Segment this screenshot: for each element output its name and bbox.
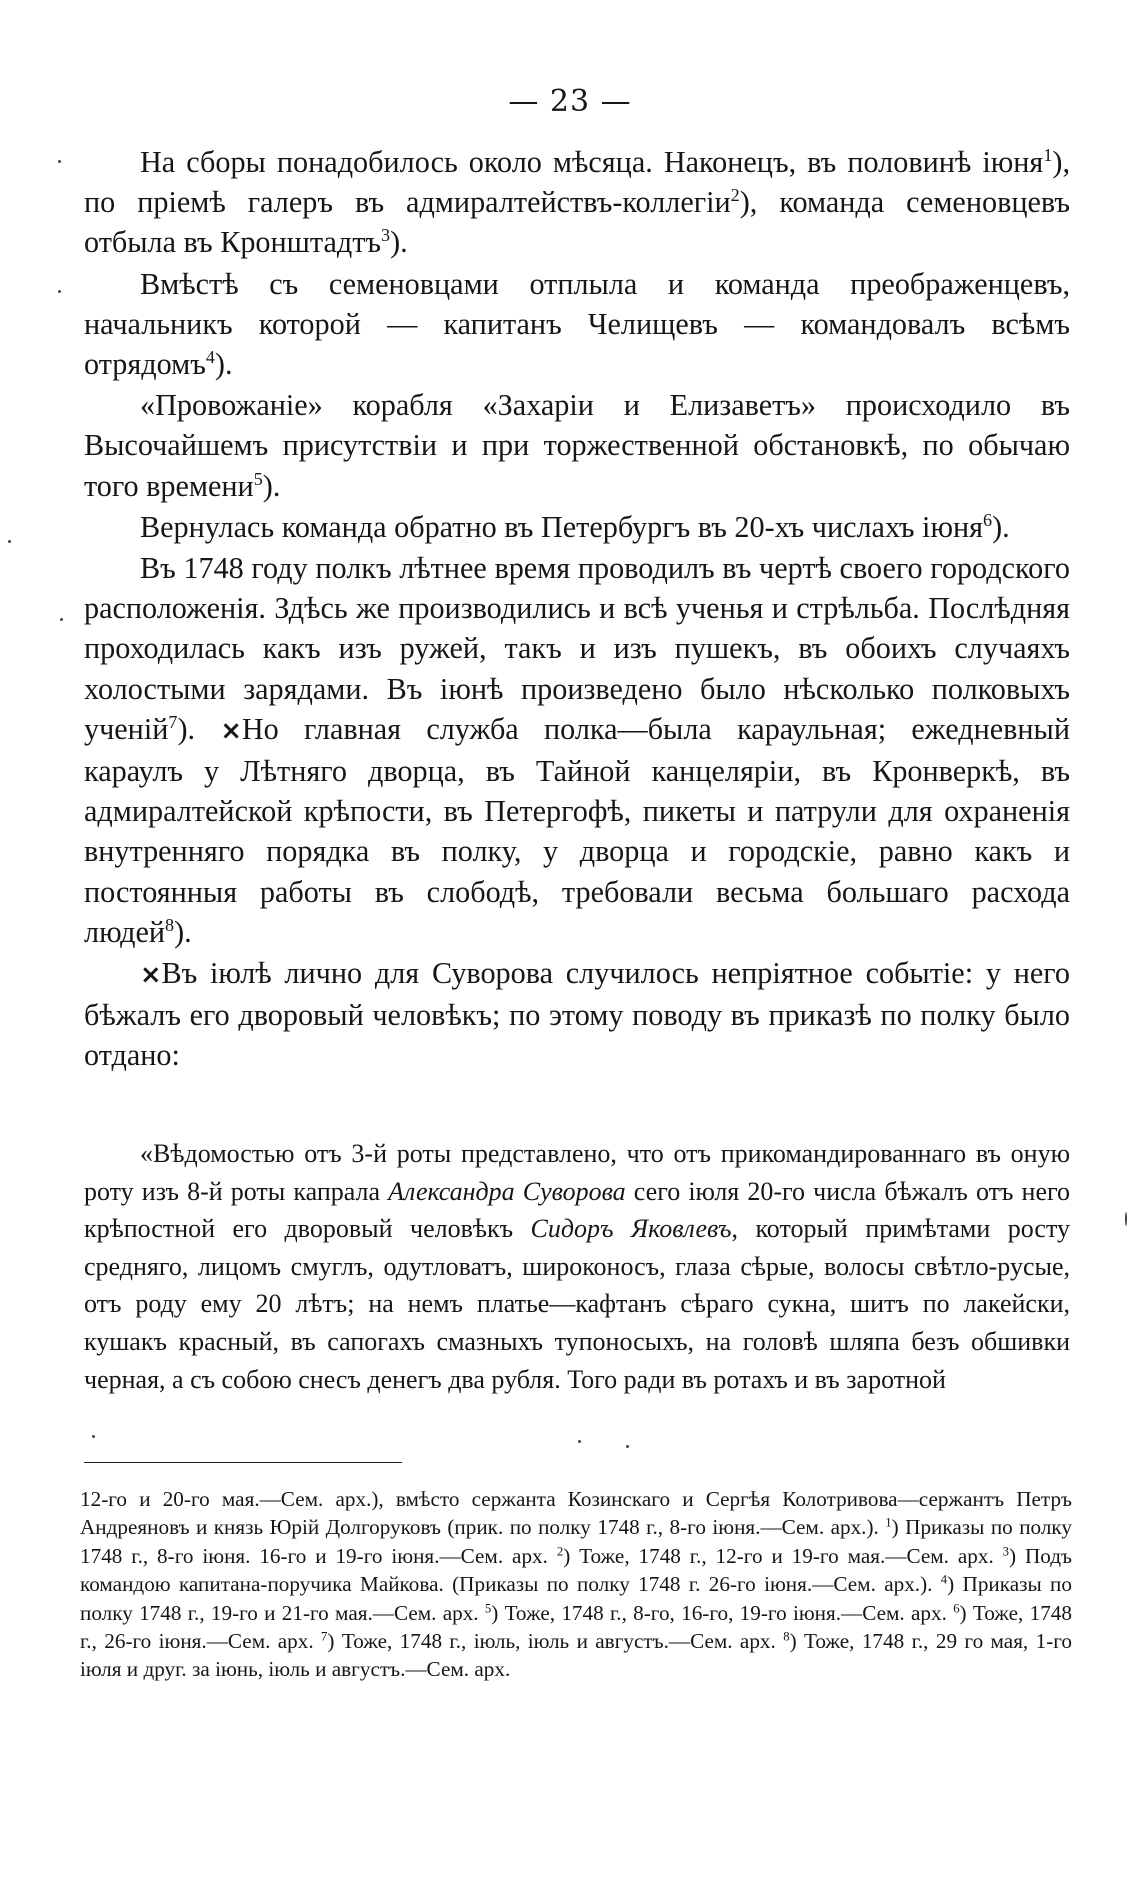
paragraph: Вернулась команда обратно въ Петербургъ въ 20-хъ числахъ іюня$^6$).	[140, 509, 1010, 544]
paragraph: ×Въ іюлѣ лично для Суворова случилось непріятное событіе: у него бѣжалъ его дворовый человѣкъ; по этому поводу въ приказѣ по полку было отдано:	[84, 956, 1070, 1073]
footnote-ref: 7	[168, 711, 178, 732]
footnote-ref: 8	[165, 915, 175, 935]
person-name: Александра Суворова	[388, 1176, 626, 1206]
person-name: Сидоръ Яковлевъ	[530, 1214, 732, 1244]
scan-speck	[92, 1435, 95, 1438]
main-text	[84, 142, 1070, 1076]
footnote-ref: 4	[205, 347, 215, 368]
footnote-ref: 6	[983, 509, 993, 530]
footnote-block: 12-го и 20-го мая.—Сем. арх.), вмѣсто сержанта Козинскаго и Сергѣя Колотривова—сержантъ Петръ Андреяновъ и князь Юрій Долгоруковъ (прик. по полку 1748 г., 8-го іюня.—Сем. арх.). $^1$) Приказы по полку 1748 г., 8-го іюня. 16-го и 19-го іюня.—Сем. арх. $^2$) Тоже, 1748 г., 12-го и 19-го мая.—Сем. арх. $^3$) Подъ командою капитана-поручика Майкова. (Приказы по полку 1748 г. 26-го іюня.—Сем. арх.). $^4$) Приказы по полку 1748 г., 19-го и 21-го мая.—Сем. арх. $^5$) Тоже, 1748 г., 8-го, 16-го, 19-го іюня.—Сем. арх. $^6$) Тоже, 1748 г., 26-го іюня.—Сем. арх. $^7$) Тоже, 1748 г., іюль, іюль и августъ.—Сем. арх. $^8$) Тоже, 1748 г., 29 го мая, 1-го іюля и друг. за іюнь, іюль и августъ.—Сем. арх.	[80, 1487, 1073, 1682]
footnote-ref: 3	[381, 225, 391, 246]
footnote-ref: 1	[1043, 145, 1053, 166]
paragraph: На сборы понадобилось около мѣсяца. Наконецъ, въ половинѣ іюня$^1$), по пріемѣ галеръ въ адмиралтействъ-коллегіи$^2$), команда семеновцевъ отбыла въ Кронштадтъ$^3$).	[84, 145, 1071, 260]
footnote-divider	[84, 1462, 402, 1463]
scan-speck	[58, 290, 61, 293]
footnote-ref: 5	[253, 468, 263, 489]
margin-cross-mark: ×	[220, 715, 242, 746]
footnotes	[80, 1485, 1072, 1684]
paragraph: Въ 1748 году полкъ лѣтнее время проводилъ въ чертѣ своего городского расположенія. Здѣсь же производились и всѣ ученья и стрѣльба. Послѣдняя проходилась какъ изъ ружей, такъ и изъ пушекъ, въ обоихъ случаяхъ холостыми зарядами. Въ іюнѣ произведено было нѣсколько полковыхъ ученій$^7$). ×Но главная служба полка—была караульная; ежедневный караулъ у Лѣтняго дворца, въ Тайной канцеляріи, въ Кронверкѣ, въ адмиралтейской крѣпости, въ Петергофѣ, пикеты и патрули для охраненія внутренняго порядка въ полку, у дворца и городскіе, равно какъ и постоянныя работы въ слободѣ, требовали весьма большаго расхода людей$^8$).	[84, 551, 1070, 949]
page-number: — 23 —	[508, 84, 632, 119]
margin-cross-mark: ×	[140, 960, 162, 991]
scan-speck	[60, 618, 63, 621]
scan-speck	[58, 160, 61, 163]
paragraph: «Провожаніе» корабля «Захаріи и Елизаветъ» происходило въ Высочайшемъ присутствіи и при торжественной обстановкѣ, по обычаю того времени$^5$).	[84, 388, 1070, 503]
quote-paragraph: «Вѣдомостью отъ 3-й роты представлено, что отъ прикомандированнаго въ оную роту изъ 8-й роты капрала Александра Суворова сего іюля 20-го числа бѣжалъ отъ него крѣпостной его дворовый человѣкъ Сидоръ Яковлевъ, который примѣтами росту средняго, лицомъ смуглъ, одутловатъ, широконосъ, глаза сѣрые, волосы свѣтло-русые, отъ роду ему 20 лѣтъ; на немъ платье—кафтанъ сѣраго сукна, шитъ по лакейски, кушакъ красный, въ сапогахъ смазныхъ тупоносыхъ, на головѣ шляпа безъ обшивки черная, а съ собою снесъ денегъ два рубля. Того ради въ ротахъ и въ заротной	[84, 1139, 1070, 1394]
scan-speck	[1125, 1212, 1127, 1226]
order-quote	[84, 1135, 1070, 1398]
scan-speck	[8, 540, 11, 543]
scan-speck	[626, 1445, 629, 1448]
footnote-ref: 2	[730, 185, 740, 206]
scan-speck	[578, 1440, 581, 1443]
paragraph: Вмѣстѣ съ семеновцами отплыла и команда преображенцевъ, начальникъ которой — капитанъ Челищевъ — командовалъ всѣмъ отрядомъ$^4$).	[84, 266, 1070, 382]
